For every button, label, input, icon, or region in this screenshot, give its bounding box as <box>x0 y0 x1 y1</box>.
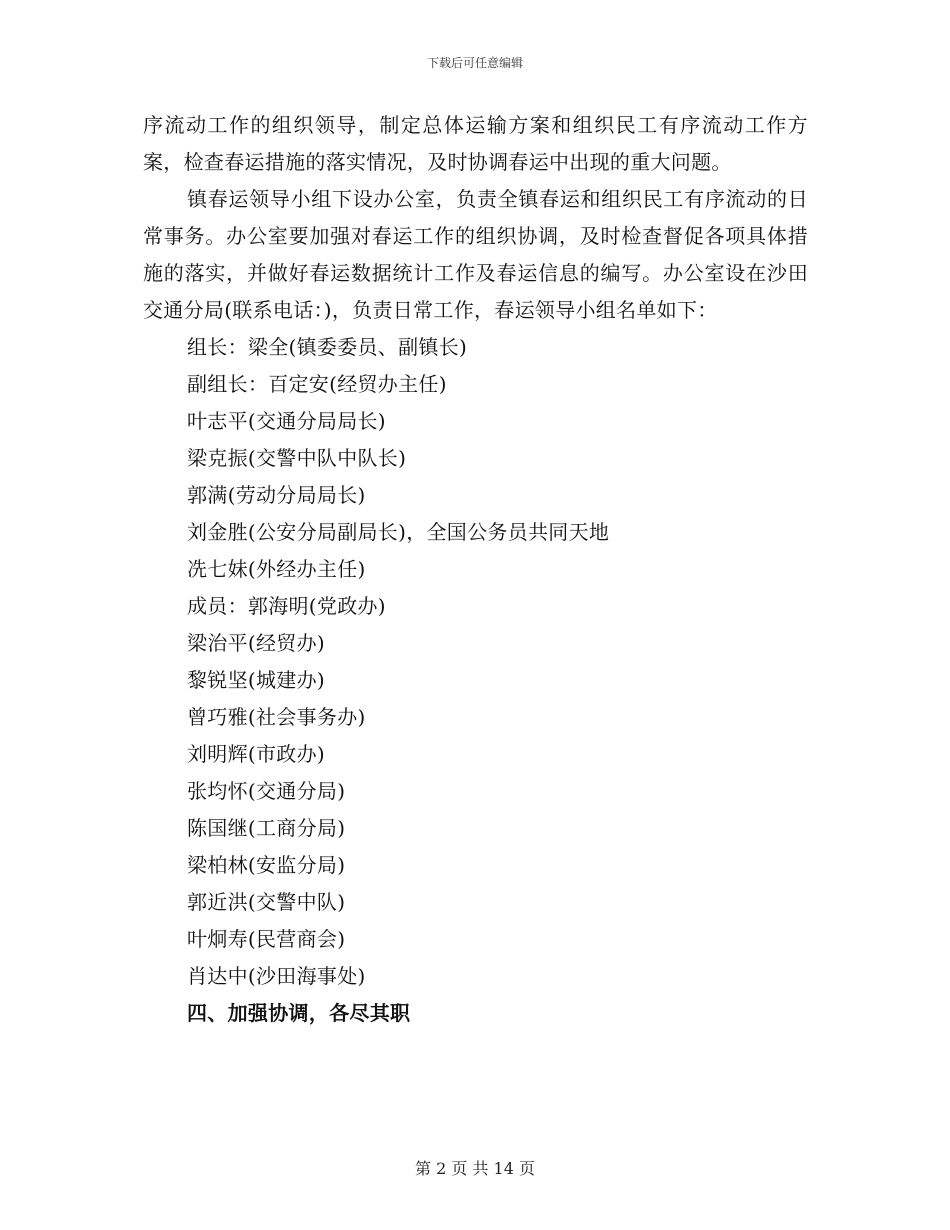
member-line: 梁治平(经贸办) <box>187 631 326 655</box>
header-note: 下载后可任意编辑 <box>426 56 523 70</box>
member-line: 冼七妹(外经办主任) <box>187 557 366 581</box>
member-line: 刘金胜(公安分局副局长)，全国公务员共同天地 <box>187 520 610 544</box>
member-line: 梁克振(交警中队中队长) <box>187 446 407 470</box>
member-line: 副组长：百定安(经贸办主任) <box>187 372 447 396</box>
document-body <box>143 107 808 1032</box>
member-line: 成员：郭海明(党政办) <box>187 594 386 618</box>
member-line: 刘明辉(市政办) <box>187 742 326 766</box>
member-line: 张均怀(交通分局) <box>187 779 346 803</box>
paragraph-continued: 序流动工作的组织领导，制定总体运输方案和组织民工有序流动工作方案，检查春运措施的落实情况，及时协调春运中出现的重大问题。 <box>143 113 808 174</box>
member-line: 郭满(劳动分局局长) <box>187 483 366 507</box>
member-line: 叶志平(交通分局局长) <box>187 409 386 433</box>
member-line: 郭近洪(交警中队) <box>187 890 346 914</box>
member-line: 梁柏林(安监分局) <box>187 853 346 877</box>
member-line: 曾巧雅(社会事务办) <box>187 705 366 729</box>
section-heading: 四、加强协调，各尽其职 <box>187 1001 411 1025</box>
page-number: 第 2 页 共 14 页 <box>415 1159 535 1178</box>
member-line: 陈国继(工商分局) <box>187 816 346 840</box>
paragraph-office: 镇春运领导小组下设办公室，负责全镇春运和组织民工有序流动的日常事务。办公室要加强对春运工作的组织协调，及时检查督促各项具体措施的落实，并做好春运数据统计工作及春运信息的编写。办公室设在沙田交通分局(联系电话：)，负责日常工作，春运领导小组名单如下： <box>143 187 808 322</box>
member-line: 叶炯寿(民营商会) <box>187 927 346 951</box>
member-line: 组长：梁全(镇委委员、副镇长) <box>187 335 468 359</box>
member-line: 肖达中(沙田海事处) <box>187 964 366 988</box>
member-line: 黎锐坚(城建办) <box>187 668 326 692</box>
